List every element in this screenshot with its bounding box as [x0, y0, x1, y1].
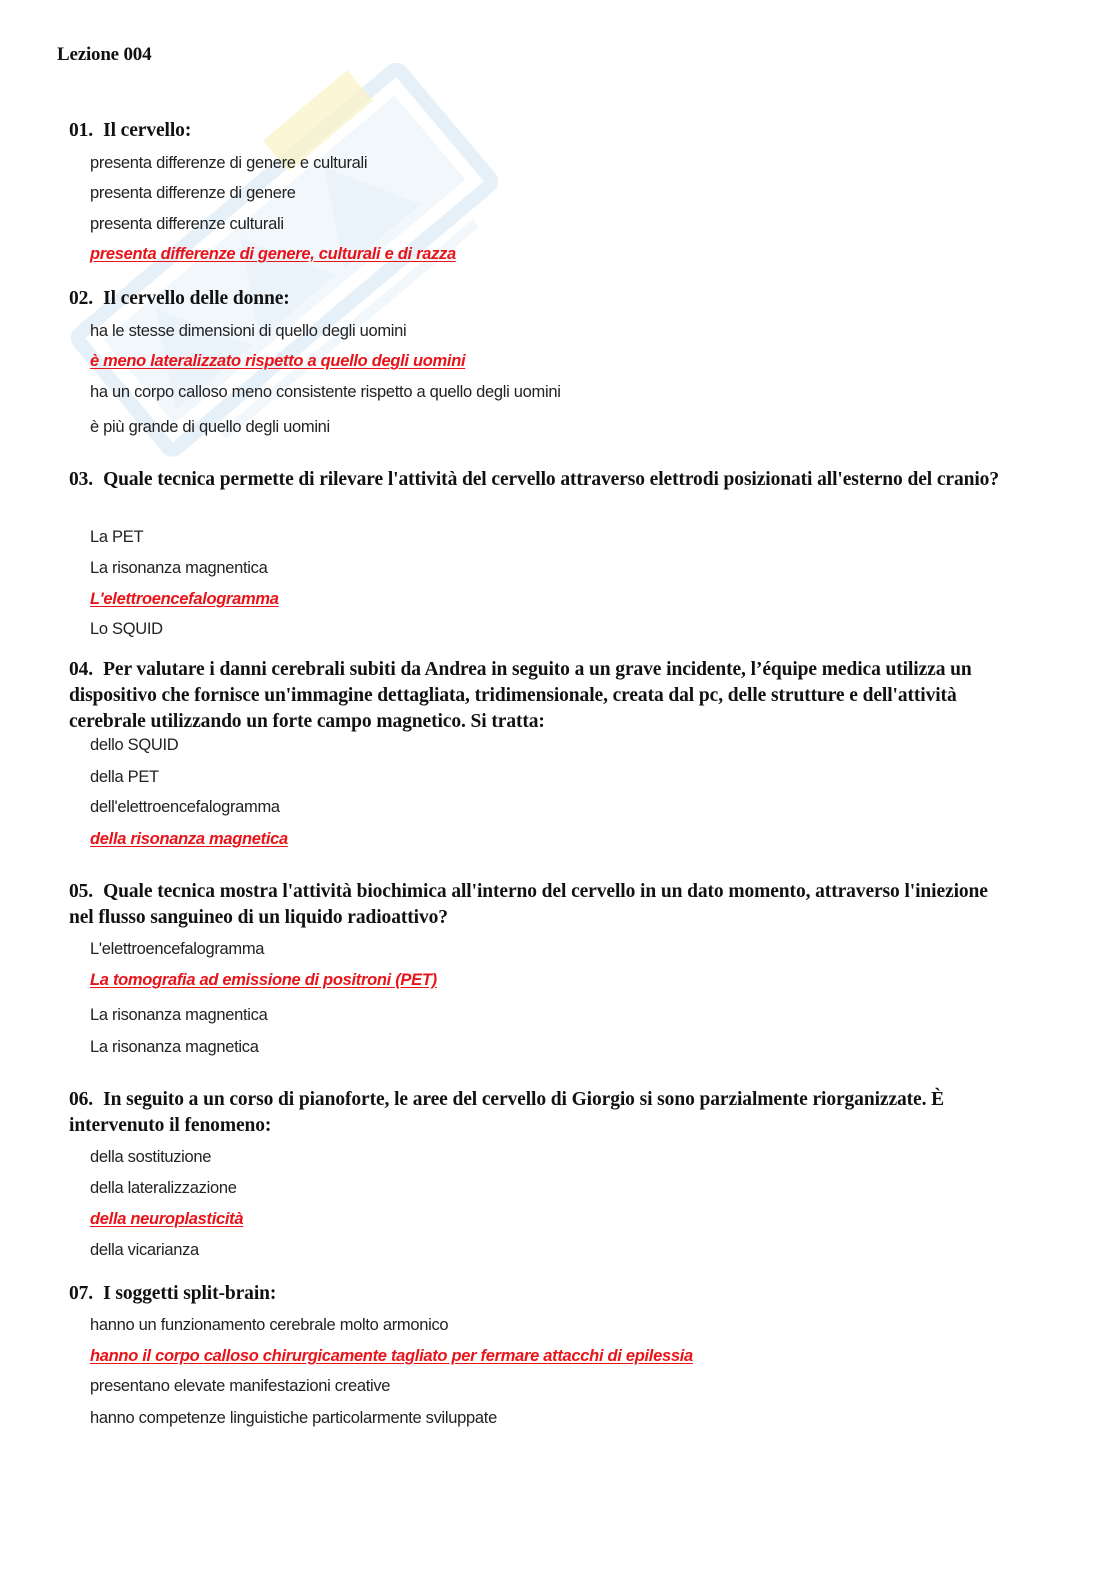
answer-option: dell'elettroencefalogramma — [90, 798, 280, 816]
answer-option: La risonanza magnentica — [90, 559, 268, 577]
answer-option: della vicarianza — [90, 1241, 199, 1259]
question-06 — [69, 1087, 1014, 1139]
answer-option: della sostituzione — [90, 1148, 212, 1166]
question-04 — [69, 657, 1014, 735]
question-03 — [69, 467, 1014, 493]
correct-answer: è meno lateralizzato rispetto a quello degli uomini — [90, 352, 466, 370]
question-text: Il cervello: — [103, 120, 192, 141]
question-number: 01. — [69, 120, 94, 141]
answer-option: dello SQUID — [90, 736, 179, 754]
question-text: Quale tecnica mostra l'attività biochimica all'interno del cervello in un dato momento, attraverso l'iniezione nel flusso sanguineo di un liquido radioattivo? — [69, 881, 988, 928]
question-number: 05. — [69, 881, 94, 902]
answer-option: hanno competenze linguistiche particolarmente sviluppate — [90, 1409, 497, 1427]
answer-option: La risonanza magnetica — [90, 1038, 259, 1056]
correct-answer: La tomografia ad emissione di positroni (PET) — [90, 971, 437, 989]
answer-option: hanno un funzionamento cerebrale molto armonico — [90, 1316, 449, 1334]
answer-option: è più grande di quello degli uomini — [90, 418, 330, 436]
answer-option: ha un corpo calloso meno consistente rispetto a quello degli uomini — [90, 383, 561, 401]
answer-option: L'elettroencefalogramma — [90, 940, 265, 958]
question-05 — [69, 879, 1014, 931]
correct-answer: della risonanza magnetica — [90, 830, 288, 848]
answer-option: della PET — [90, 768, 159, 786]
answer-option: La PET — [90, 528, 144, 546]
answer-option: Lo SQUID — [90, 620, 163, 638]
correct-answer: presenta differenze di genere, culturali e di razza — [90, 245, 456, 263]
correct-answer: hanno il corpo calloso chirurgicamente tagliato per fermare attacchi di epilessia — [90, 1347, 693, 1365]
question-02 — [69, 286, 1014, 312]
question-text: Per valutare i danni cerebrali subiti da Andrea in seguito a un grave incidente, l’équipe medica utilizza un dispositivo che fornisce un'immagine dettagliata, tridimensionale, creata dal pc, delle strutture e dell'attività cerebrale utilizzando un forte campo magnetico. Si tratta: — [69, 659, 972, 732]
question-number: 02. — [69, 288, 94, 309]
correct-answer: L'elettroencefalogramma — [90, 590, 279, 608]
question-number: 07. — [69, 1283, 94, 1304]
question-number: 03. — [69, 469, 94, 490]
answer-option: presentano elevate manifestazioni creative — [90, 1377, 391, 1395]
answer-option: presenta differenze di genere — [90, 184, 296, 202]
question-text: Il cervello delle donne: — [103, 288, 290, 309]
question-number: 06. — [69, 1089, 94, 1110]
question-text: I soggetti split-brain: — [103, 1283, 277, 1304]
question-text: In seguito a un corso di pianoforte, le aree del cervello di Giorgio si sono parzialmente riorganizzate. È intervenuto il fenomeno: — [69, 1089, 945, 1136]
answer-option: La risonanza magnentica — [90, 1006, 268, 1024]
lesson-title: Lezione 004 — [57, 44, 152, 65]
answer-option: presenta differenze culturali — [90, 215, 284, 233]
question-01 — [69, 118, 1014, 144]
answer-option: ha le stesse dimensioni di quello degli uomini — [90, 322, 407, 340]
question-number: 04. — [69, 659, 94, 680]
correct-answer: della neuroplasticità — [90, 1210, 244, 1228]
answer-option: presenta differenze di genere e culturali — [90, 154, 368, 172]
question-text: Quale tecnica permette di rilevare l'attività del cervello attraverso elettrodi posizionati all'esterno del cranio? — [103, 469, 999, 490]
question-07 — [69, 1281, 1014, 1307]
answer-option: della lateralizzazione — [90, 1179, 237, 1197]
